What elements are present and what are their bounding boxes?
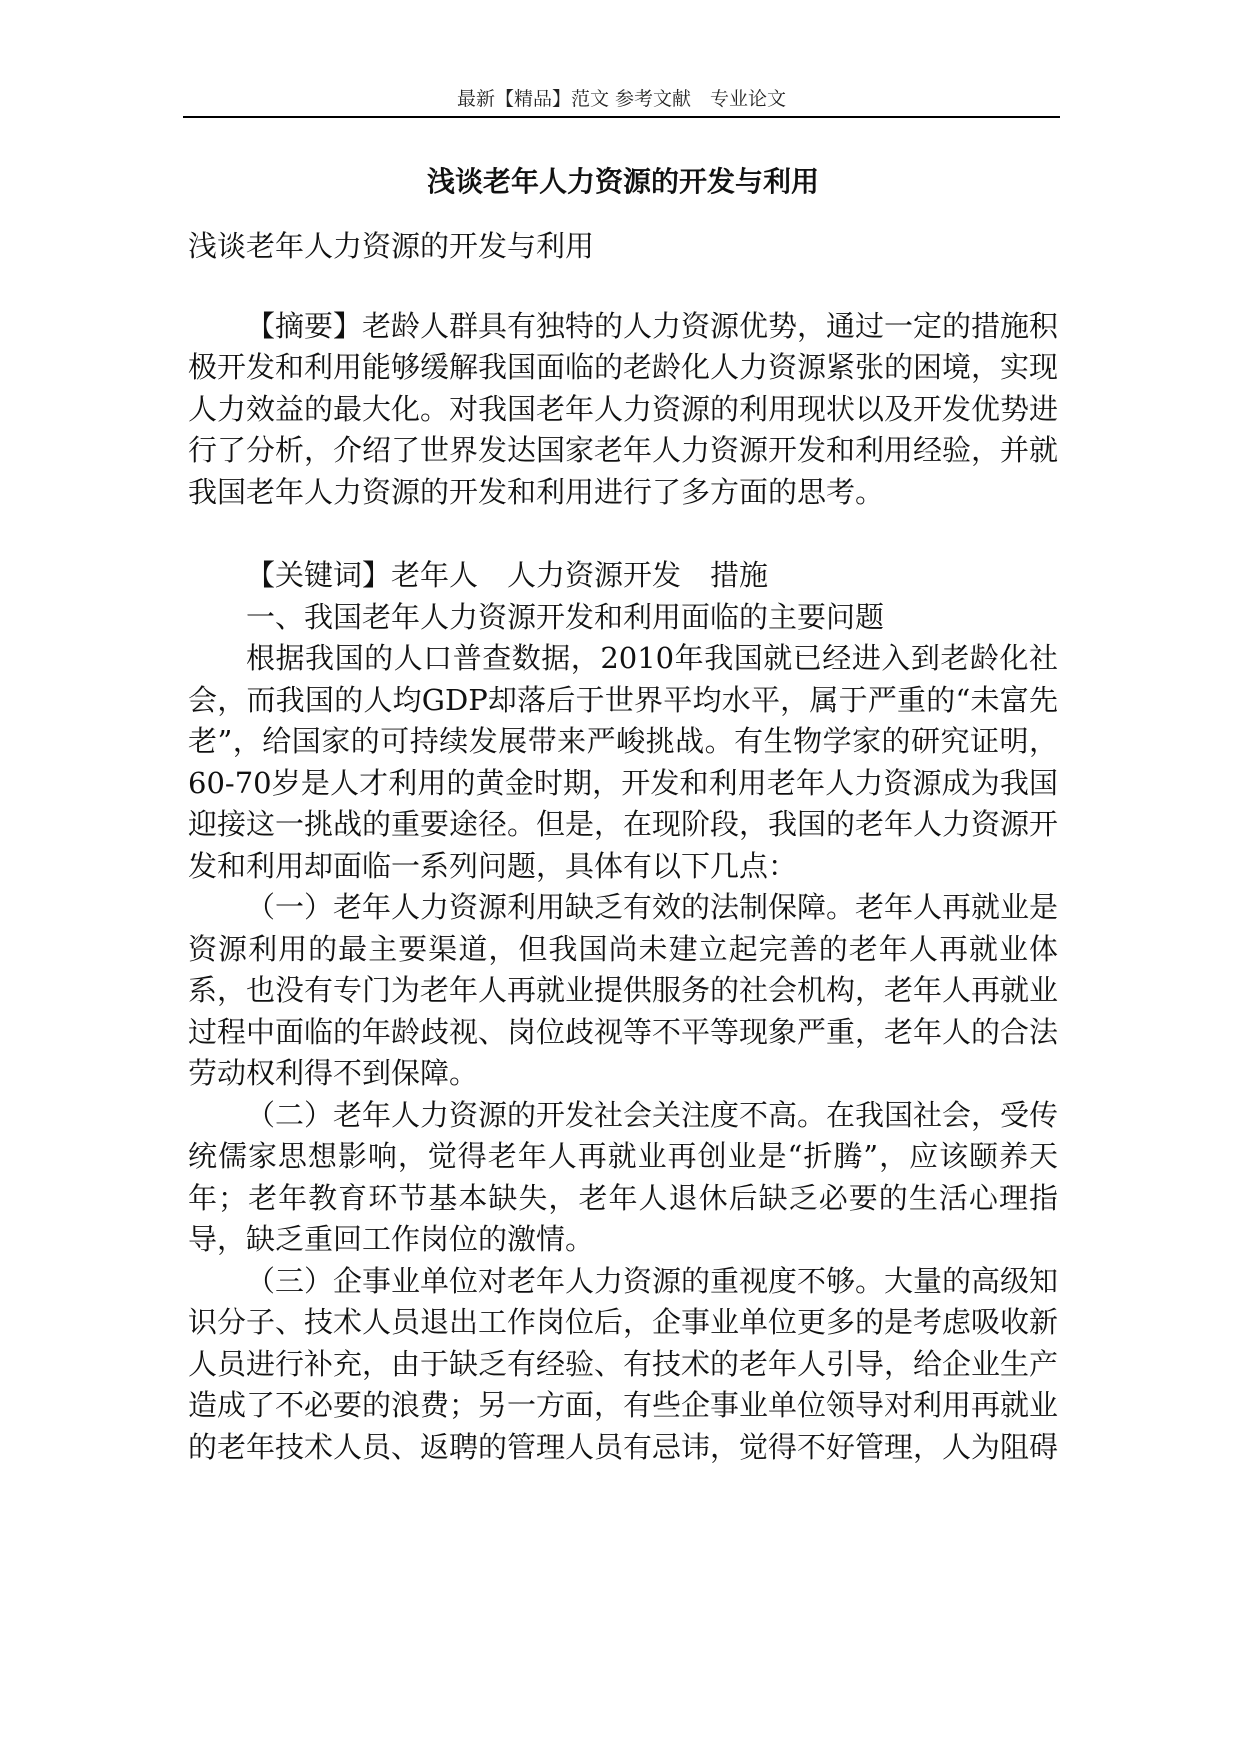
document-body: [188, 164, 1058, 1468]
document-subtitle: 浅谈老年人力资源的开发与利用: [188, 229, 595, 263]
page-header: 最新【精品】范文 参考文献 专业论文: [456, 88, 787, 110]
header-divider: [183, 116, 1060, 118]
body-paragraph: （二）老年人力资源的开发社会关注度不高。在我国社会，受传统儒家思想影响，觉得老年人再就业再创业是“折腾”，应该颐养天年；老年教育环节基本缺失，老年人退休后缺乏必要的生活心理指导，缺乏重回工作岗位的激情。: [188, 1097, 1059, 1256]
keywords-line: 【关键词】老年人 人力资源开发 措施: [246, 558, 769, 592]
section-heading: 一、我国老年人力资源开发和利用面临的主要问题: [246, 599, 885, 634]
body-paragraph: （一）老年人力资源利用缺乏有效的法制保障。老年人再就业是资源利用的最主要渠道，但我国尚未建立起完善的老年人再就业体系，也没有专门为老年人再就业提供服务的社会机构，老年人再就业过程中面临的年龄歧视、岗位歧视等不平等现象严重，老年人的合法劳动权利得不到保障。: [188, 890, 1059, 1090]
body-paragraph: （三）企事业单位对老年人力资源的重视度不够。大量的高级知识分子、技术人员退出工作岗位后，企事业单位更多的是考虑吸收新人员进行补充，由于缺乏有经验、有技术的老年人引导，给企业生产造成了不必要的浪费；另一方面，有些企事业单位领导对利用再就业的老年技术人员、返聘的管理人员有忌讳，觉得不好管理，人为阻碍: [188, 1263, 1059, 1464]
abstract-paragraph: 【摘要】老龄人群具有独特的人力资源优势，通过一定的措施积极开发和利用能够缓解我国面临的老龄化人力资源紧张的困境，实现人力效益的最大化。对我国老年人力资源的利用现状以及开发优势进行了分析，介绍了世界发达国家老年人力资源开发和利用经验，并就我国老年人力资源的开发和利用进行了多方面的思考。: [188, 308, 1059, 509]
document-title: 浅谈老年人力资源的开发与利用: [426, 165, 819, 198]
body-paragraph: 根据我国的人口普查数据，2010年我国就已经进入到老龄化社会，而我国的人均GDP却落后于世界平均水平，属于严重的“未富先老”，给国家的可持续发展带来严峻挑战。有生物学家的研究证明，60-70岁是人才利用的黄金时期，开发和利用老年人力资源成为我国迎接这一挑战的重要途径。但是，在现阶段，我国的老年人力资源开发和利用却面临一系列问题，具体有以下几点：: [188, 641, 1059, 883]
